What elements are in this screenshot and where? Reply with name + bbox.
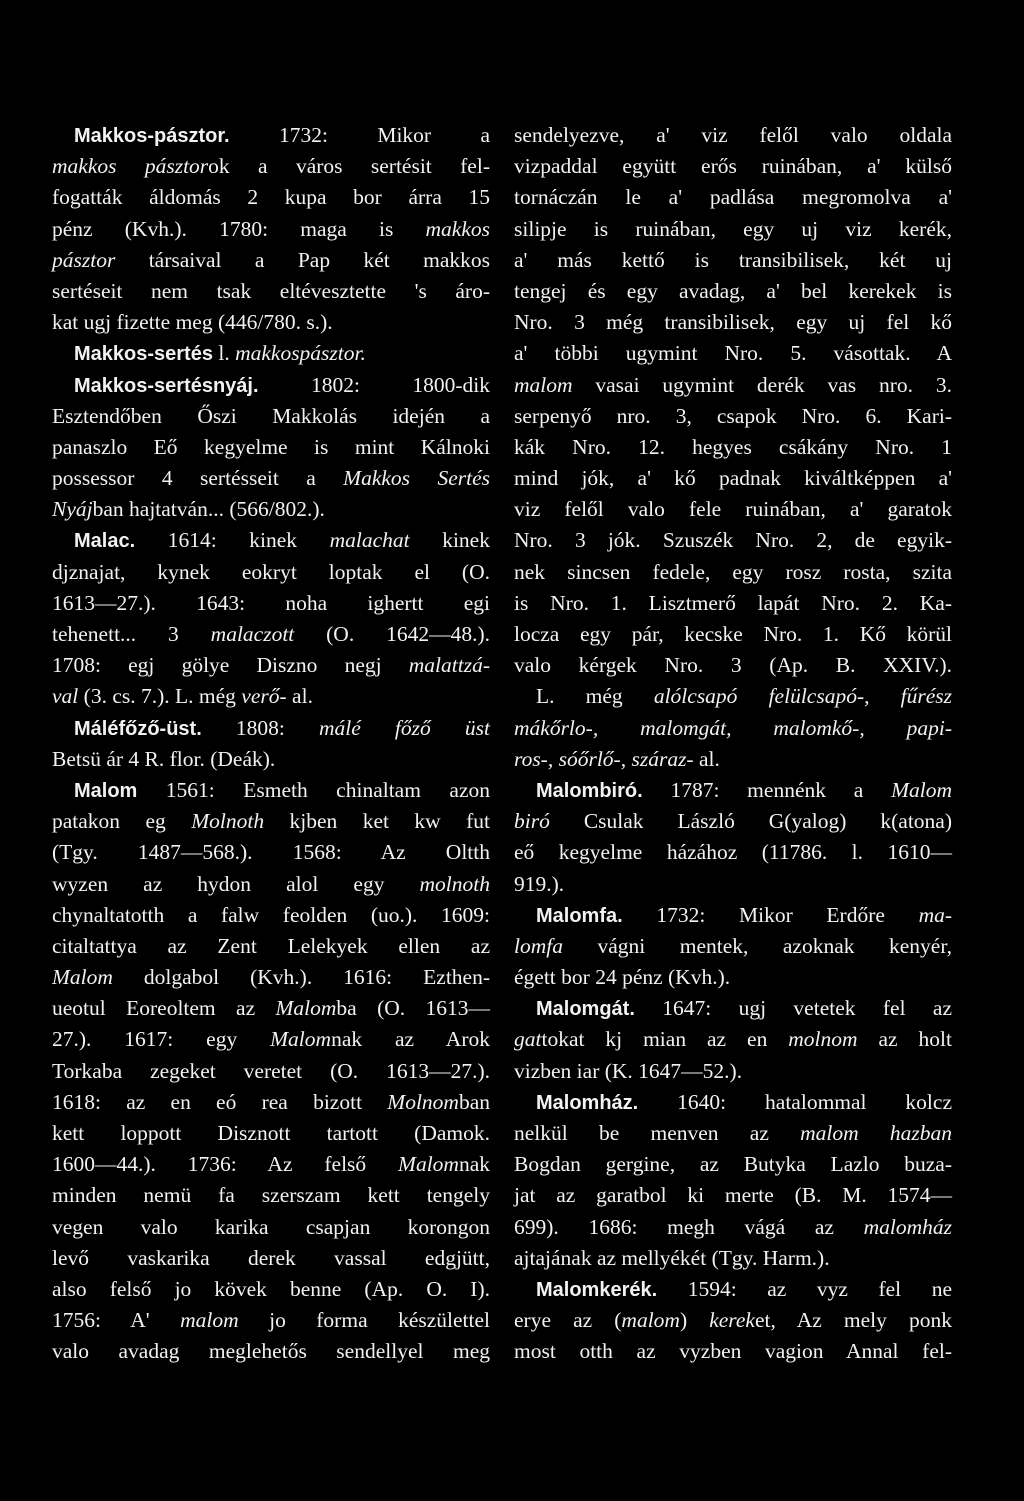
italic-term: malom hazban [800, 1121, 952, 1145]
headword: Makkos-sertésnyáj. [74, 374, 259, 397]
text-line [514, 494, 952, 525]
text-line [52, 182, 490, 213]
text-line [514, 1180, 952, 1211]
text-run: 919.). [514, 871, 565, 896]
italic-term: makkospásztor. [235, 341, 366, 366]
text-line [514, 214, 952, 245]
text-run: kett loppott Disznott tartott (Damok. [52, 1121, 490, 1145]
text-run: pénz (Kvh.). 1780: maga is [52, 216, 426, 241]
text-run: ban [458, 1089, 490, 1114]
text-line [52, 432, 490, 463]
text-run: kat ugj fizette meg (446/780. s.). [52, 310, 333, 335]
text-run: vasai ugymint derék vas nro. 3. [572, 372, 952, 397]
text-line [514, 900, 952, 931]
text-run: 1614: kinek [135, 528, 330, 553]
text-line [514, 370, 952, 401]
headword: Máléfőző-üst. [74, 717, 202, 740]
italic-term: ma- [918, 902, 952, 927]
text-line [52, 307, 490, 338]
text-line [52, 744, 490, 775]
text-run: levő vaskarika derek vassal edgjütt, [52, 1245, 490, 1270]
text-line [514, 463, 952, 494]
italic-term: Makkos Sertés [343, 466, 490, 491]
text-run: sendelyezve, a' viz felől valo oldala [514, 123, 952, 147]
italic-term: Molnoth [191, 809, 265, 834]
text-line [52, 276, 490, 307]
text-line [514, 931, 952, 962]
text-line [52, 806, 490, 837]
text-line [514, 775, 952, 806]
text-line [52, 463, 490, 494]
text-run: chynaltatotth a falw feolden (uo.). 1609: [52, 902, 490, 927]
right-column [514, 120, 952, 1368]
text-line [52, 869, 490, 900]
italic-term: malachat [329, 528, 410, 553]
text-run: possessor 4 sertésseit a [52, 466, 344, 491]
text-line [514, 557, 952, 588]
text-run: 1808: [201, 715, 320, 740]
text-run: Nro. 3 jók. Szuszék Nro. 2, de egyik- [514, 528, 952, 553]
text-run: (O. 1642—48.). [294, 622, 490, 646]
text-run: 1787: mennénk a [642, 777, 892, 802]
text-line [52, 837, 490, 868]
text-line [514, 1243, 952, 1274]
text-line [52, 1024, 490, 1055]
text-run: Esztendőben Őszi Makkolás idején a [52, 403, 490, 428]
text-run: 1613—27.). 1643: noha ighertt egi [52, 590, 490, 615]
italic-term: Malom [275, 996, 337, 1021]
text-line [514, 619, 952, 650]
text-line [52, 681, 490, 712]
italic-term: malaczott [210, 622, 295, 646]
text-line [52, 588, 490, 619]
text-run: viz felől valo fele ruinában, a' garatok [514, 497, 952, 522]
text-line [52, 650, 490, 681]
text-line [52, 557, 490, 588]
text-run: ba (O. 1613— [336, 996, 490, 1021]
text-run: 699). 1686: megh vágá az [514, 1214, 864, 1239]
text-line [514, 1118, 952, 1149]
italic-term: alólcsapó felülcsapó-, fűrész [653, 684, 952, 709]
text-line [52, 120, 490, 151]
text-line [52, 1243, 490, 1274]
text-run: minden nemü fa szerszam kett tengely [52, 1183, 490, 1208]
italic-term: kerek [709, 1308, 755, 1333]
text-run: nak [458, 1152, 490, 1177]
text-run: 1756: A' [52, 1308, 181, 1333]
text-line [514, 806, 952, 837]
text-run: ajtajának az mellyékét (Tgy. Harm.). [514, 1245, 830, 1270]
text-run: fogatták áldomás 2 kupa bor árra 15 [52, 185, 490, 210]
text-line [514, 1056, 952, 1087]
text-line [514, 525, 952, 556]
text-line [514, 182, 952, 213]
text-line [52, 1056, 490, 1087]
text-run: vizben iar (K. 1647—52.). [514, 1058, 743, 1083]
text-line [52, 1118, 490, 1149]
text-run: vizpaddal együtt erős ruinában, a' külső [514, 154, 952, 179]
text-line [514, 245, 952, 276]
text-run: patakon eg [52, 809, 192, 834]
italic-term: verő- [241, 684, 287, 709]
text-run: l. [212, 341, 236, 366]
text-run: serpenyő nro. 3, csapok Nro. 6. Kari- [514, 403, 952, 428]
text-run: (3. cs. 7.). L. még [78, 684, 242, 709]
text-run: 1732: Mikor a [229, 123, 490, 147]
text-line [514, 401, 952, 432]
italic-term: gat [514, 1027, 542, 1052]
text-run: a' többi ugymint Nro. 5. vásottak. A [514, 341, 952, 366]
italic-term: molnoth [419, 871, 490, 896]
text-line [514, 1212, 952, 1243]
text-line [52, 713, 490, 744]
text-run: valo avadag meglehetős sendellyel meg [52, 1339, 490, 1364]
italic-term: val [52, 684, 79, 709]
text-run: 1594: az vyz fel ne [657, 1276, 952, 1301]
text-line [514, 1336, 952, 1367]
text-run: vegen valo karika csapjan korongon [52, 1214, 490, 1239]
text-run: ) [679, 1308, 710, 1333]
italic-term: malom [180, 1308, 239, 1333]
italic-term: malom [621, 1308, 680, 1333]
italic-term: Malom [270, 1027, 332, 1052]
headword: Malomház. [536, 1091, 639, 1114]
text-run: valo kérgek Nro. 3 (Ap. B. XXIV.). [514, 653, 952, 678]
text-line [52, 1149, 490, 1180]
text-run: djznajat, kynek eokryt loptak el (O. [52, 559, 490, 584]
text-line [52, 962, 490, 993]
text-run: sertéseit nem tsak eltévesztette 's áro- [52, 278, 490, 303]
text-run: 1618: az en eó rea bizott [52, 1089, 388, 1114]
text-run: ok a város sertésit fel- [208, 154, 490, 179]
text-line [514, 744, 952, 775]
text-line [52, 775, 490, 806]
text-run: also felső jo kövek benne (Ap. O. I). [52, 1276, 490, 1301]
headword: Malombiró. [536, 779, 643, 802]
text-run: locza egy pár, kecske Nro. 1. Kő körül [514, 622, 952, 646]
italic-term: pásztor [52, 247, 116, 272]
text-line [514, 1305, 952, 1336]
text-run: Bogdan gergine, az Butyka Lazlo buza- [514, 1152, 952, 1177]
text-line [514, 1274, 952, 1305]
text-run: most otth az vyzben vagion Annal fel- [514, 1339, 952, 1364]
text-run: 1600—44.). 1736: Az felső [52, 1152, 399, 1177]
italic-term: lomfa [514, 933, 563, 958]
text-run: 1708: egj gölye Diszno negj [52, 653, 409, 678]
text-line [52, 338, 490, 369]
text-run: ueotul Eoreoltem az [52, 996, 276, 1021]
text-line [514, 681, 952, 712]
text-line [52, 494, 490, 525]
text-line [514, 962, 952, 993]
text-run: nelkül be menven az [514, 1121, 801, 1145]
italic-term: malomház [863, 1214, 952, 1239]
text-run: 1647: ugj vetetek fel az [634, 996, 952, 1021]
text-line [514, 1024, 952, 1055]
text-run: nek sincsen fedele, egy rosz rosta, szita [514, 559, 952, 584]
text-run: tehenett... 3 [52, 622, 211, 646]
text-line [52, 525, 490, 556]
text-run: (Tgy. 1487—568.). 1568: Az Oltth [52, 840, 490, 865]
text-run: panaszlo Eő kegyelme is mint Kálnoki [52, 434, 490, 459]
headword: Malomkerék. [536, 1278, 658, 1301]
text-line [514, 120, 952, 151]
text-line [52, 1212, 490, 1243]
italic-term: Malom [52, 965, 113, 990]
left-column [52, 120, 490, 1368]
italic-term: ros-, sóőrlő-, száraz- [514, 746, 694, 771]
text-line [52, 401, 490, 432]
text-line [52, 619, 490, 650]
text-line [52, 993, 490, 1024]
text-line [514, 307, 952, 338]
italic-term: Molnom [387, 1089, 459, 1114]
text-line [514, 713, 952, 744]
italic-term: Malom [891, 777, 952, 802]
italic-term: malom [514, 372, 573, 397]
text-run: et, Az mely ponk [754, 1308, 952, 1333]
text-run: Csulak László G(yalog) k(atona) [549, 809, 952, 834]
italic-term: Malom [398, 1152, 459, 1177]
headword: Makkos-pásztor. [74, 125, 230, 147]
text-line [514, 338, 952, 369]
text-line [52, 900, 490, 931]
text-line [514, 837, 952, 868]
text-run: tengej és egy avadag, a' bel kerekek is [514, 278, 952, 303]
text-run: 1561: Esmeth chinaltam azon [137, 777, 490, 802]
text-run: égett bor 24 pénz (Kvh.). [514, 965, 731, 990]
italic-term: makkos [425, 216, 490, 241]
text-run: a' más kettő is transibilisek, két uj [514, 247, 952, 272]
text-run: al. [693, 746, 720, 771]
headword: Makkos-sertés [74, 343, 213, 366]
text-run: kinek [409, 528, 490, 553]
text-line [514, 650, 952, 681]
text-run: vágni mentek, azoknak kenyér, [562, 933, 952, 958]
text-run: nak az Arok [331, 1027, 490, 1052]
text-line [52, 151, 490, 182]
text-line [52, 1305, 490, 1336]
text-run: tokat kj mian az en [541, 1027, 789, 1052]
text-run: dolgabol (Kvh.). 1616: Ezthen- [112, 965, 490, 990]
text-run: al. [286, 684, 313, 709]
text-run: is Nro. 1. Lisztmerő lapát Nro. 2. Ka- [514, 590, 952, 615]
text-line [514, 1087, 952, 1118]
text-line [52, 1087, 490, 1118]
text-run: Nro. 3 még transibilisek, egy uj fel kő [514, 310, 952, 335]
italic-term: mákőrlo-, malomgát, malomkő-, papi- [514, 715, 952, 740]
text-run: jat az garatbol ki merte (B. M. 1574— [514, 1183, 952, 1208]
headword: Malomgát. [536, 998, 635, 1021]
headword: Malac. [74, 530, 136, 553]
italic-term: Nyáj [52, 497, 93, 522]
text-line [514, 276, 952, 307]
text-run: az holt [857, 1027, 952, 1052]
text-line [514, 1149, 952, 1180]
text-run: L. még [536, 684, 654, 709]
text-run: 1640: hatalommal kolcz [638, 1089, 952, 1114]
italic-term: biró [514, 809, 550, 834]
text-run: társaival a Pap két makkos [115, 247, 490, 272]
text-run: tornáczán le a' padlása megromolva a' [514, 185, 952, 210]
text-run: 1802: 1800-dik [258, 372, 490, 397]
headword: Malomfa. [536, 904, 623, 927]
text-run: eő kegyelme házához (11786. l. 1610— [514, 840, 952, 865]
text-line [52, 214, 490, 245]
text-run: 1732: Mikor Erdőre [622, 902, 919, 927]
text-line [514, 993, 952, 1024]
text-run: ban hajtatván... (566/802.). [92, 497, 325, 522]
text-line [52, 1336, 490, 1367]
text-run: citaltattya az Zent Lelekyek ellen az [52, 933, 490, 958]
text-run: 27.). 1617: egy [52, 1027, 271, 1052]
text-run: erye az ( [514, 1308, 622, 1333]
text-line [514, 588, 952, 619]
text-line [52, 1180, 490, 1211]
headword: Malom [74, 779, 138, 802]
text-line [52, 245, 490, 276]
text-line [52, 370, 490, 401]
text-line [52, 931, 490, 962]
text-run: kák Nro. 12. hegyes csákány Nro. 1 [514, 434, 952, 459]
text-line [52, 1274, 490, 1305]
text-run: kjben ket kw fut [264, 809, 490, 834]
text-run: Betsü ár 4 R. flor. (Deák). [52, 746, 276, 771]
italic-term: makkos pásztor [52, 154, 209, 179]
text-run: silipje is ruinában, egy uj viz kerék, [514, 216, 952, 241]
text-run: jo forma készülettel [238, 1308, 490, 1333]
text-run: mind jók, a' kő padnak kiváltképpen a' [514, 466, 952, 491]
italic-term: malattzá- [408, 653, 490, 678]
text-run: wyzen az hydon alol egy [52, 871, 420, 896]
text-line [514, 151, 952, 182]
text-run: Torkaba zegeket veretet (O. 1613—27.). [52, 1058, 490, 1083]
text-line [514, 869, 952, 900]
italic-term: málé főző üst [319, 715, 490, 740]
italic-term: molnom [788, 1027, 858, 1052]
text-line [514, 432, 952, 463]
